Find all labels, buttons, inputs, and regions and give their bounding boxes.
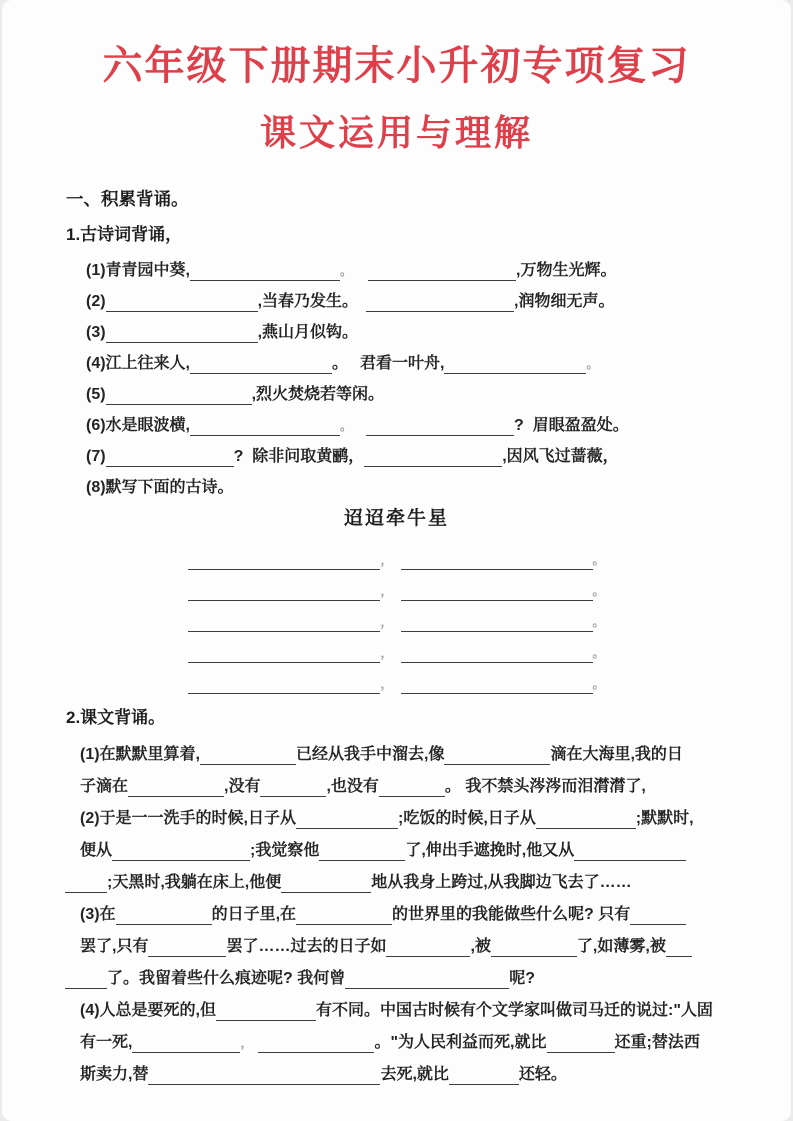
text-segment: ;默默时, — [635, 810, 694, 827]
fill-line — [2, 467, 791, 498]
fill-line — [2, 570, 791, 601]
worksheet-subtitle: 课文运用与理解 — [259, 112, 533, 153]
blank-field — [148, 952, 226, 957]
fill-line — [2, 797, 791, 829]
blank-field — [401, 596, 593, 601]
text-segment: ,因风飞过蔷薇， — [502, 448, 619, 465]
blank-field — [106, 338, 258, 343]
blank-field — [547, 1048, 615, 1053]
fill-line — [2, 861, 791, 893]
text-segment: 斯卖力,替 — [80, 1066, 149, 1083]
fill-line — [2, 765, 791, 797]
section1-heading: 一、积累背诵。 — [66, 189, 189, 209]
text-segment: ,被 — [470, 938, 491, 955]
blank-field — [148, 1080, 380, 1085]
blank-field — [366, 307, 514, 312]
text-segment: 的日子里,在 — [211, 906, 297, 923]
blank-field — [666, 952, 692, 957]
faint-punctuation: 。 — [592, 553, 605, 567]
text-segment: 便从 — [80, 842, 113, 859]
blank-field — [491, 952, 577, 957]
spacer — [393, 662, 401, 663]
text-segment: (2) — [86, 293, 106, 310]
blank-field — [444, 369, 586, 374]
text-segment: 已经从我手中溜去,像 — [296, 746, 445, 763]
text-segment: (6)水是眼波横, — [86, 417, 191, 434]
fill-line — [2, 312, 791, 343]
fill-line — [2, 281, 791, 312]
fill-line — [2, 925, 791, 957]
faint-punctuation: ， — [240, 1036, 253, 1050]
poem-title: 迢迢牵牛星 — [343, 508, 449, 529]
text-segment: (3)在 — [80, 906, 116, 923]
spacer — [393, 600, 401, 601]
text-segment: 还重;替法西 — [614, 1034, 700, 1051]
spacer — [352, 435, 366, 436]
section2-heading: 2.课文背诵。 — [66, 708, 166, 727]
faint-punctuation: 。 — [592, 584, 605, 598]
text-segment: 呢? — [509, 970, 536, 987]
text-segment: ;我觉察他 — [250, 842, 320, 859]
fill-line — [2, 436, 791, 467]
fill-line — [2, 733, 791, 765]
spacer — [393, 631, 401, 632]
spacer — [358, 311, 366, 312]
text-segment: 罢了,只有 — [80, 938, 149, 955]
fill-line — [2, 989, 791, 1021]
faint-punctuation: ， — [380, 553, 393, 567]
blank-field — [258, 1048, 374, 1053]
blank-field — [106, 307, 258, 312]
blank-field — [260, 792, 326, 797]
blank-field — [65, 888, 107, 893]
faint-punctuation: 。 — [586, 357, 599, 371]
blank-field — [106, 400, 252, 405]
text-segment: (2)于是一一洗手的时候,日子从 — [80, 810, 297, 827]
blank-field — [65, 984, 107, 989]
fill-line — [2, 829, 791, 861]
worksheet-page — [2, 0, 791, 1121]
worksheet-title: 六年级下册期末小升初专项复习 — [102, 44, 691, 88]
blank-field — [401, 689, 593, 694]
fill-line — [2, 1053, 791, 1085]
blank-field — [401, 565, 593, 570]
blank-field — [190, 431, 340, 436]
blank-field — [188, 565, 380, 570]
text-segment: (8)默写下面的古诗。 — [86, 479, 234, 496]
text-segment: 地从我身上跨过,从我脚边飞去了…… — [371, 874, 632, 891]
text-segment: 罢了……过去的日子如 — [226, 938, 387, 955]
blank-field — [112, 856, 250, 861]
blank-field — [319, 856, 405, 861]
text-segment: 了,如薄雾,被 — [576, 938, 666, 955]
text-segment: (4)江上往来人, — [86, 355, 191, 372]
blank-field — [368, 276, 516, 281]
fill-line — [2, 893, 791, 925]
blank-field — [188, 627, 380, 632]
fill-line — [2, 601, 791, 632]
text-segment: 的世界里的我能做些什么呢? 只有 — [392, 906, 631, 923]
text-segment: 了。我留着些什么痕迹呢? 我何曾 — [107, 970, 346, 987]
text-segment: ,没有 — [224, 778, 261, 795]
spacer — [393, 569, 401, 570]
text-segment: 有一死, — [80, 1034, 133, 1051]
blank-field — [128, 792, 224, 797]
faint-punctuation: 。 — [592, 646, 605, 660]
text-segment: 君看一叶舟, — [360, 355, 445, 372]
faint-punctuation: 。 — [340, 264, 353, 278]
fill-line — [2, 250, 791, 281]
fill-line — [2, 663, 791, 694]
poetry-fill-in-lines — [2, 250, 791, 498]
text-segment: ;吃饭的时候,日子从 — [398, 810, 536, 827]
text-segment: (1)在默默里算着, — [80, 746, 201, 763]
spacer — [348, 373, 360, 374]
blank-field — [536, 824, 636, 829]
text-segment: 有不同。中国古时候有个文学家叫做司马迁的说过:"人固 — [316, 1002, 713, 1019]
fill-line — [2, 343, 791, 374]
blank-field — [379, 792, 445, 797]
text-segment: ,燕山月似钩。 — [257, 324, 359, 341]
text-segment: 子滴在 — [80, 778, 129, 795]
blank-field — [296, 920, 392, 925]
spacer — [393, 693, 401, 694]
faint-punctuation: ， — [380, 677, 393, 691]
fill-line — [2, 405, 791, 436]
blank-field — [132, 1048, 240, 1053]
blank-field — [188, 596, 380, 601]
fill-line — [2, 632, 791, 663]
text-segment: ,烈火焚烧若等闲。 — [251, 386, 385, 403]
faint-punctuation: ， — [380, 584, 393, 598]
blank-field — [364, 462, 502, 467]
blank-field — [574, 856, 686, 861]
blank-field — [188, 689, 380, 694]
text-segment: 。 我不禁头涔涔而泪潸潸了, — [444, 778, 646, 795]
text-segment: 滴在大海里,我的日 — [550, 746, 683, 763]
blank-field — [296, 824, 398, 829]
text-recitation-fill-in-lines — [2, 733, 791, 1085]
text-segment: ,当春乃发生。 — [257, 293, 359, 310]
blank-field — [106, 462, 234, 467]
blank-field — [345, 984, 509, 989]
blank-field — [190, 369, 332, 374]
section1-subheading: 1.古诗词背诵， — [66, 225, 183, 244]
blank-field — [401, 627, 593, 632]
blank-field — [116, 920, 212, 925]
blank-field — [281, 888, 371, 893]
blank-field — [386, 952, 470, 957]
text-segment: ,万物生光辉。 — [516, 262, 617, 279]
blank-field — [188, 658, 380, 663]
text-segment: (4)人总是要死的,但 — [80, 1002, 217, 1019]
text-segment: (5) — [86, 386, 106, 403]
text-segment: ,也没有 — [326, 778, 379, 795]
text-segment: (1)青青园中葵, — [86, 262, 191, 279]
text-segment: (3) — [86, 324, 106, 341]
blank-field — [216, 1016, 316, 1021]
text-segment: 去死,就比 — [380, 1066, 449, 1083]
faint-punctuation: ， — [380, 646, 393, 660]
text-segment: 。"为人民利益而死,就比 — [374, 1034, 547, 1051]
fill-line — [2, 539, 791, 570]
blank-field — [401, 658, 593, 663]
blank-field — [444, 760, 550, 765]
text-segment: ? 除非问取黄鹂， — [233, 448, 365, 465]
blank-field — [630, 920, 686, 925]
fill-line — [2, 1021, 791, 1053]
faint-punctuation: 。 — [340, 419, 353, 433]
blank-field — [449, 1080, 519, 1085]
blank-field — [366, 431, 514, 436]
poem-answer-lines — [2, 539, 791, 694]
faint-punctuation: ， — [380, 615, 393, 629]
text-segment: ? 眉眼盈盈处。 — [514, 417, 629, 434]
text-segment: 了,伸出手遮挽时,他又从 — [405, 842, 575, 859]
faint-punctuation: 。 — [592, 677, 605, 691]
text-segment: 还轻。 — [518, 1066, 567, 1083]
text-segment: (7) — [86, 448, 106, 465]
text-segment: 。 — [332, 355, 349, 372]
spacer — [352, 280, 368, 281]
text-segment: ;天黑时,我躺在床上,他便 — [107, 874, 282, 891]
blank-field — [200, 760, 296, 765]
fill-line — [2, 957, 791, 989]
fill-line — [2, 374, 791, 405]
faint-punctuation: 。 — [592, 615, 605, 629]
blank-field — [190, 276, 340, 281]
text-segment: ,润物细无声。 — [514, 293, 615, 310]
